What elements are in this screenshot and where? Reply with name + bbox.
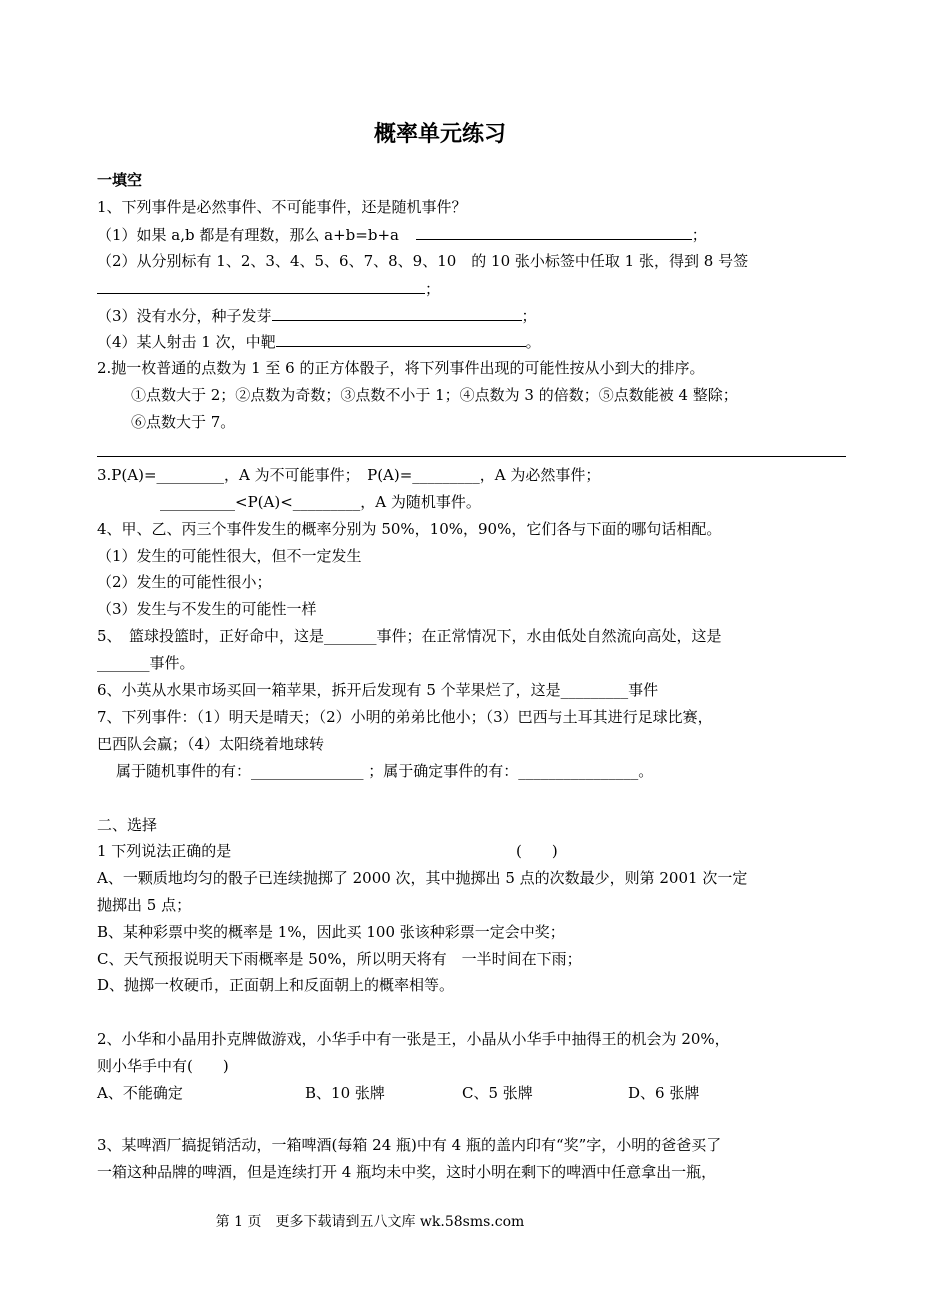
- q2-stem: 2.抛一枚普通的点数为 1 至 6 的正方体骰子，将下列事件出现的可能性按从小到大的排序。: [97, 359, 705, 377]
- q2-answer-line[interactable]: [97, 456, 846, 457]
- q4-item1: （1）发生的可能性很大，但不一定发生: [97, 547, 362, 565]
- s2-q1-option-a-line1: A、一颗质地均匀的骰子已连续抛掷了 2000 次，其中抛掷出 5 点的次数最少，则第 2001 次一定: [97, 869, 748, 887]
- q1-item3: [97, 305, 537, 326]
- section-heading-choice: 二、选择: [97, 816, 158, 834]
- q1-item3-end: ；: [521, 307, 537, 325]
- q5-line2: _______事件。: [97, 654, 195, 672]
- q1-item2: （2）从分别标有 1、2、3、4、5、6、7、8、9、10 的 10 张小标签中任取 1 张，得到 8 号签: [97, 252, 749, 270]
- q1-item1: [97, 224, 707, 245]
- q2-options-line2: ⑥点数大于 7。: [131, 413, 236, 431]
- s2-q1-option-c: C、天气预报说明天下雨概率是 50%，所以明天将有 一半时间在下雨；: [97, 950, 582, 968]
- s2-q2-line2: 则小华手中有( ): [97, 1057, 229, 1075]
- q5-line1: 5、 篮球投篮时，正好命中，这是_______事件；在正常情况下，水由低处自然流向高处，这是: [97, 627, 722, 645]
- q1-stem: 1、下列事件是必然事件、不可能事件，还是随机事件？: [97, 198, 467, 216]
- s2-q1-option-d: D、抛掷一枚硬币，正面朝上和反面朝上的概率相等。: [97, 976, 455, 994]
- q4-item2: （2）发生的可能性很小；: [97, 573, 272, 591]
- q1-item2-end: ；: [425, 280, 441, 298]
- s2-q3-line1: 3、某啤酒厂搞捉销活动，一箱啤酒(每箱 24 瓶)中有 4 瓶的盖内印有“奖”字，小明的爸爸买了: [97, 1136, 722, 1154]
- q7-line3: 属于随机事件的有：_______________ ；属于确定事件的有：________________。: [116, 762, 654, 780]
- q1-item4-text: （4）某人射击 1 次，中靶: [97, 333, 276, 351]
- q1-item3-text: （3）没有水分，种子发芽: [97, 307, 272, 325]
- q3-line2: __________<P(A)<_________，A 为随机事件。: [160, 493, 481, 511]
- q6: 6、小英从水果市场买回一箱苹果，拆开后发现有 5 个苹果烂了，这是_________事件: [97, 681, 659, 699]
- s2-q1-answer-paren[interactable]: ( ): [516, 842, 558, 860]
- s2-q1-option-a-line2: 抛掷出 5 点；: [97, 896, 192, 914]
- q3-line1: 3.P(A)=_________，A 为不可能事件； P(A)=_________，A 为必然事件；: [97, 466, 601, 484]
- q1-item1-text: （1）如果 a,b 都是有理数，那么 a+b=b+a: [97, 226, 399, 244]
- section-heading-fill: 一填空: [97, 171, 143, 189]
- q4-item3: （3）发生与不发生的可能性一样: [97, 600, 317, 618]
- page-footer: 第 1 页 更多下载请到五八文库 wk.58sms.com: [215, 1214, 525, 1230]
- page-title: 概率单元练习: [373, 122, 506, 147]
- answer-blank[interactable]: [272, 305, 522, 321]
- s2-q1-option-b: B、某种彩票中奖的概率是 1%，因此买 100 张该种彩票一定会中奖；: [97, 923, 565, 941]
- s2-q1-stem: 1 下列说法正确的是: [97, 842, 232, 860]
- s2-q2-option-b: B、10 张牌: [305, 1084, 385, 1102]
- s2-q2-option-d: D、6 张牌: [628, 1084, 700, 1102]
- q7-line2: 巴西队会赢；（4）太阳绕着地球转: [97, 735, 325, 753]
- answer-blank[interactable]: [276, 331, 526, 347]
- q1-item2-answer: [97, 278, 440, 299]
- s2-q2-option-a: A、不能确定: [97, 1084, 183, 1102]
- q4-stem: 4、甲、乙、丙三个事件发生的概率分别为 50%，10%，90%，它们各与下面的哪句话相配。: [97, 520, 722, 538]
- q7-line1: 7、下列事件：（1）明天是晴天；（2）小明的弟弟比他小；（3）巴西与土耳其进行足球比赛，: [97, 708, 713, 726]
- q1-item4-end: 。: [525, 333, 541, 351]
- answer-blank[interactable]: [416, 224, 692, 240]
- q1-item4: [97, 331, 541, 352]
- q2-options-line1: ①点数大于 2；②点数为奇数；③点数不小于 1；④点数为 3 的倍数；⑤点数能被 4 整除；: [131, 386, 738, 404]
- s2-q2-option-c: C、5 张牌: [462, 1084, 533, 1102]
- answer-blank[interactable]: [97, 278, 425, 294]
- s2-q2-line1: 2、小华和小晶用扑克牌做游戏，小华手中有一张是王，小晶从小华手中抽得王的机会为 20%，: [97, 1030, 730, 1048]
- q1-item1-end: ；: [691, 226, 707, 244]
- s2-q3-line2: 一箱这种品牌的啤酒，但是连续打开 4 瓶均未中奖，这时小明在剩下的啤酒中任意拿出一瓶，: [97, 1163, 717, 1181]
